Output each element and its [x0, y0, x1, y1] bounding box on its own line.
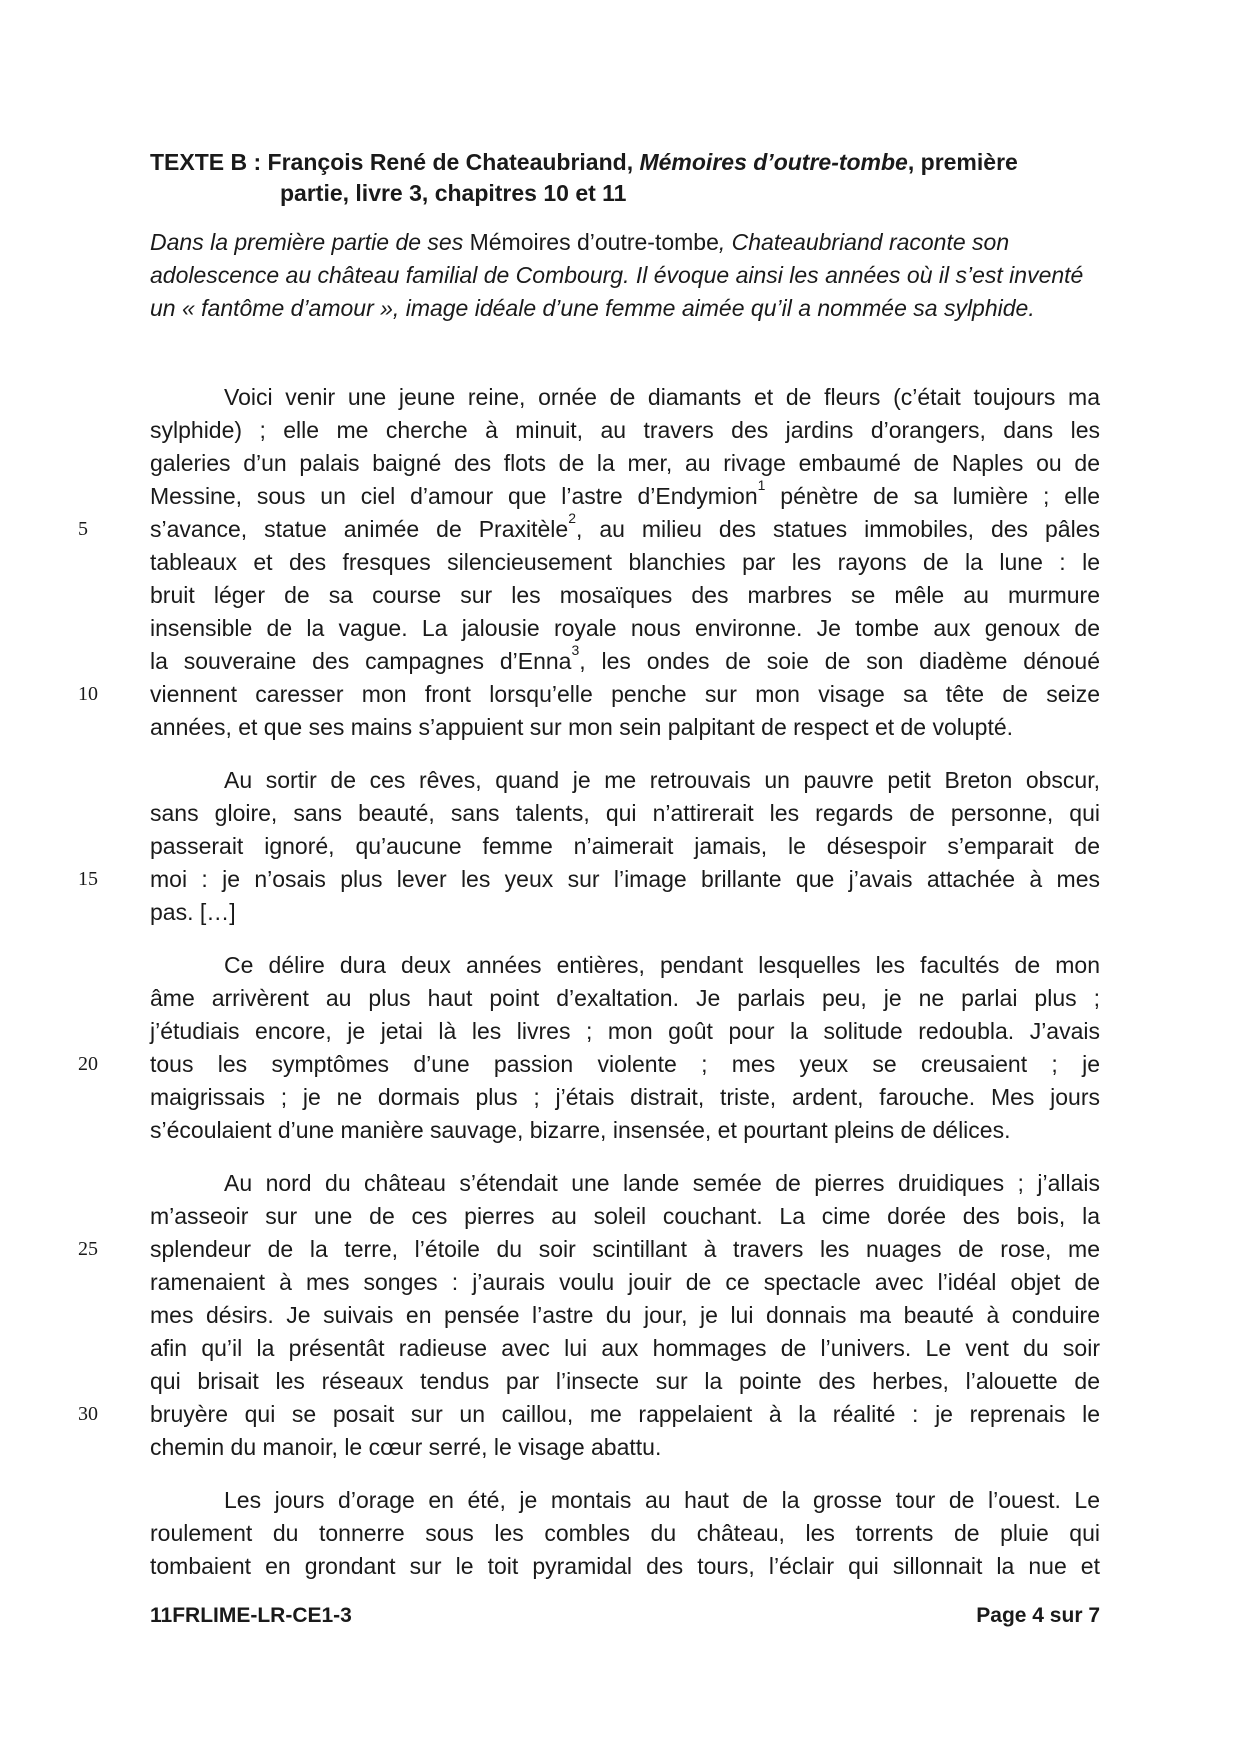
text-line-25: 25 splendeur de la terre, l’étoile du soir scintillant à travers les nuages de rose, me: [150, 1233, 1100, 1266]
line-number-10: 10: [78, 683, 98, 705]
title-suffix: , première: [907, 149, 1018, 175]
text-line-31: chemin du manoir, le cœur serré, le visage abattu.: [150, 1434, 662, 1460]
text-line-3: galeries d’un palais baigné des flots de la mer, au rivage embaumé de Naples ou de: [150, 450, 1100, 476]
text-line-14: passerait ignoré, qu’aucune femme n’aimerait jamais, le désespoir s’emparait de: [150, 833, 1100, 859]
line-number-20: 20: [78, 1053, 98, 1075]
footnote-ref-1: 1: [757, 477, 766, 493]
intro-part1: Dans la première partie de ses: [150, 229, 470, 255]
title-line2: partie, livre 3, chapitres 10 et 11: [280, 180, 627, 206]
title-prefix: TEXTE B : François René de Chateaubriand,: [150, 149, 640, 175]
document-title: [150, 147, 1100, 209]
text-line-34: tombaient en grondant sur le toit pyramidal des tours, l’éclair qui sillonnait la nue et: [150, 1553, 1100, 1579]
text-line-7: bruit léger de sa course sur les mosaïques des marbres se mêle au murmure: [150, 582, 1100, 608]
line-number-15: 15: [78, 868, 98, 890]
text-line-17: Ce délire dura deux années entières, pendant lesquelles les facultés de mon: [224, 952, 1100, 978]
intro-part2: , Chateaubriand raconte son adolescence au château familial de Combourg. Il évoque ainsi les années où il s’est inventé un « fantôme d’amour », image idéale d’une femme aimée qu’il a nommée sa sylphide.: [150, 229, 1084, 321]
line-number-5: 5: [78, 518, 88, 540]
text-line-32: Les jours d’orage en été, je montais au haut de la grosse tour de l’ouest. Le: [224, 1487, 1100, 1513]
text-line-10: 10 viennent caresser mon front lorsqu’elle penche sur mon visage sa tête de seize: [150, 678, 1100, 711]
text-line-8: insensible de la vague. La jalousie royale nous environne. Je tombe aux genoux de: [150, 615, 1100, 641]
text-line-20: 20 tous les symptômes d’une passion violente ; mes yeux se creusaient ; je: [150, 1048, 1100, 1081]
document-code: 11FRLIME-LR-CE1-3: [150, 1604, 352, 1627]
text-line-29: qui brisait les réseaux tendus par l’insecte sur la pointe des herbes, l’alouette de: [150, 1368, 1100, 1394]
text-line-13: sans gloire, sans beauté, sans talents, qui n’attirerait les regards de personne, qui: [150, 800, 1100, 826]
text-line-30: 30 bruyère qui se posait sur un caillou, me rappelaient à la réalité : je reprenais le: [150, 1398, 1100, 1431]
text-line-18: âme arrivèrent au plus haut point d’exaltation. Je parlais peu, je ne parlai plus ;: [150, 985, 1100, 1011]
text-line-16: pas. […]: [150, 899, 236, 925]
text-line-27: mes désirs. Je suivais en pensée l’astre du jour, je lui donnais ma beauté à conduire: [150, 1302, 1100, 1328]
text-line-22: s’écoulaient d’une manière sauvage, bizarre, insensée, et pourtant pleins de délices.: [150, 1117, 1011, 1143]
line-number-25: 25: [78, 1238, 98, 1260]
text-line-24: m’asseoir sur une de ces pierres au soleil couchant. La cime dorée des bois, la: [150, 1203, 1100, 1229]
text-line-33: roulement du tonnerre sous les combles du château, les torrents de pluie qui: [150, 1520, 1100, 1546]
text-line-15: 15 moi : je n’osais plus lever les yeux sur l’image brillante que j’avais attachée à mes: [150, 863, 1100, 896]
footnote-ref-3: 3: [571, 642, 580, 658]
text-line-9: la souveraine des campagnes d’Enna$^3$, les ondes de soie de son diadème dénoué: [150, 642, 1101, 674]
title-work: Mémoires d’outre-tombe: [639, 149, 908, 175]
text-line-5: 5 s’avance, statue animée de Praxitèle$^2$, au milieu des statues immobiles, des pâles: [150, 513, 1100, 546]
text-line-11: années, et que ses mains s’appuient sur mon sein palpitant de respect et de volupté.: [150, 714, 1014, 740]
text-line-4: Messine, sous un ciel d’amour que l’astre d’Endymion$^1$ pénètre de sa lumière ; elle: [150, 477, 1100, 509]
text-line-23: Au nord du château s’étendait une lande semée de pierres druidiques ; j’allais: [224, 1170, 1100, 1196]
text-line-26: ramenaient à mes songes : j’aurais voulu jouir de ce spectacle avec l’idéal objet de: [150, 1269, 1100, 1295]
text-line-2: sylphide) ; elle me cherche à minuit, au travers des jardins d’orangers, dans les: [150, 417, 1100, 443]
text-line-12: Au sortir de ces rêves, quand je me retrouvais un pauvre petit Breton obscur,: [224, 767, 1100, 793]
footnote-ref-2: 2: [568, 510, 576, 526]
line-number-30: 30: [78, 1403, 98, 1425]
text-line-21: maigrissais ; je ne dormais plus ; j’étais distrait, triste, ardent, farouche. Mes jours: [150, 1084, 1100, 1110]
page-footer: [150, 1604, 1100, 1628]
text-line-1: Voici venir une jeune reine, ornée de diamants et de fleurs (c’était toujours ma: [224, 384, 1100, 410]
text-body: [78, 381, 1101, 1583]
text-line-6: tableaux et des fresques silencieusement blanchies par les rayons de la lune : le: [150, 549, 1100, 575]
text-line-28: afin qu’il la présentât radieuse avec lui aux hommages de l’univers. Le vent du soir: [150, 1335, 1100, 1361]
page-number: Page 4 sur 7: [976, 1604, 1100, 1627]
text-line-19: j’étudiais encore, je jetai là les livres ; mon goût pour la solitude redoubla. J’avais: [150, 1018, 1100, 1044]
intro-work: Mémoires d’outre-tombe: [469, 229, 719, 255]
intro-paragraph: [150, 226, 1100, 325]
